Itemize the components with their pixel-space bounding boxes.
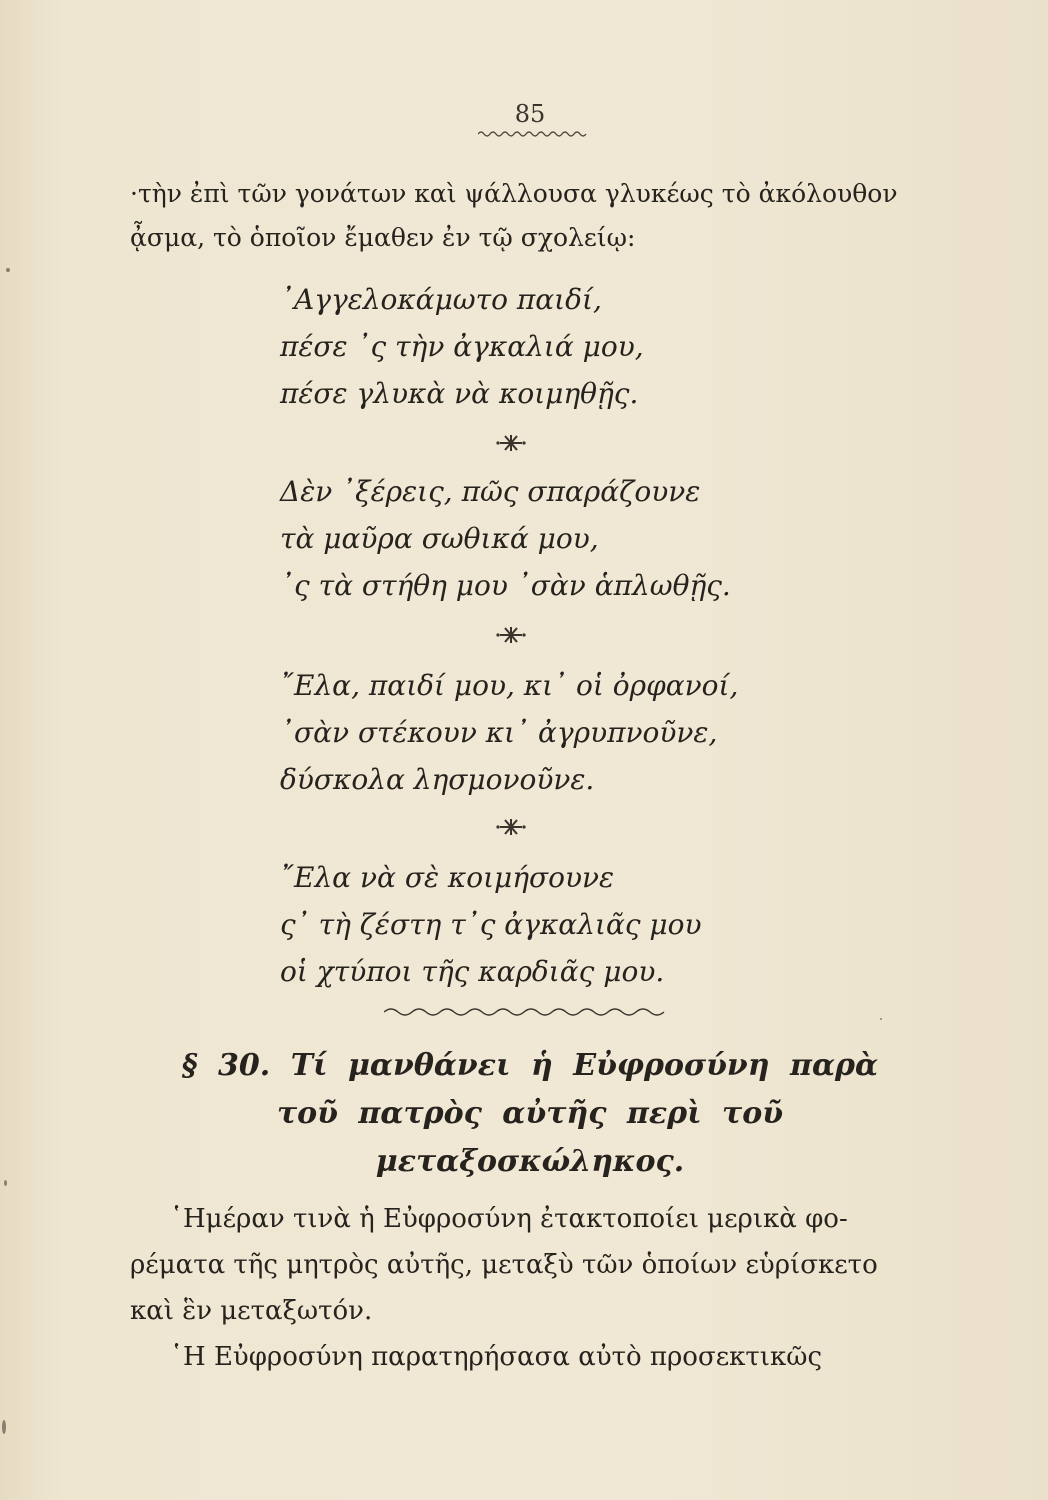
paper-speck [2, 1420, 6, 1434]
verse-line: Δὲν ᾽ξέρεις, πῶς σπαράζουνε [280, 475, 701, 508]
verse-line: ᾿Αγγελοκάμωτο παιδί, [280, 283, 602, 316]
verse-line: πέσε ᾽ς τὴν ἀγκαλιά μου, [280, 330, 644, 363]
intro-line: ·τὴν ἐπὶ τῶν γονάτων καὶ ψάλλουσα γλυκέως τὸ ἀκόλουθον [130, 179, 898, 208]
intro-paragraph [130, 172, 930, 260]
section-heading [150, 1042, 910, 1186]
verse-line: ᾽σὰν στέκουν κι᾽ ἀγρυπνοῦνε, [280, 716, 718, 749]
verse-line: ς᾽ τὴ ζέστη τ᾽ς ἀγκαλιᾶς μου [280, 908, 702, 941]
ornament-divider [496, 816, 526, 838]
intro-line: ᾆσμα, τὸ ὁποῖον ἔμαθεν ἐν τῷ σχολείῳ: [130, 223, 636, 252]
heading-line: μεταξοσκώληκος. [375, 1144, 685, 1179]
paragraph-line: ῾Ημέραν τινὰ ἡ Εὐφροσύνη ἐτακτοποίει μερικὰ φο- [170, 1204, 848, 1234]
verse-line: πέσε γλυκὰ νὰ κοιμηθῇς. [280, 377, 639, 410]
paragraph-1 [130, 1196, 920, 1334]
paragraph-line: ῾Η Εὐφροσύνη παρατηρήσασα αὐτὸ προσεκτικῶς [170, 1342, 823, 1372]
paper-speck [4, 1180, 7, 1186]
verse-line: τὰ μαῦρα σωθικά μου, [280, 522, 599, 555]
paragraph-2 [130, 1334, 920, 1380]
paragraph-line: ρέματα τῆς μητρὸς αὐτῆς, μεταξὺ τῶν ὁποίων εὑρίσκετο [130, 1250, 878, 1280]
stanza-4 [280, 854, 800, 995]
verse-line: ῎Ελα, παιδί μου, κι᾽ οἱ ὀρφανοί, [280, 669, 739, 702]
paper-speck [880, 1018, 882, 1020]
stanza-3 [280, 662, 800, 803]
ornament-divider [496, 432, 526, 454]
paragraph-line: καὶ ἓν μεταξωτόν. [130, 1296, 373, 1326]
page-number-underline [478, 130, 588, 138]
ornament-divider [496, 624, 526, 646]
section-separator-wave [384, 1006, 666, 1018]
verse-line: ᾽ς τὰ στήθη μου ᾽σὰν ἁπλωθῇς. [280, 569, 731, 602]
stanza-1 [280, 276, 800, 417]
stanza-2 [280, 468, 800, 609]
verse-line: δύσκολα λησμονοῦνε. [280, 763, 595, 796]
paper-speck [6, 268, 10, 272]
page-number: 85 [514, 100, 546, 128]
heading-line: τοῦ πατρὸς αὐτῆς περὶ τοῦ [276, 1096, 784, 1131]
verse-line: ῎Ελα νὰ σὲ κοιμήσουνε [280, 861, 615, 894]
verse-line: οἱ χτύποι τῆς καρδιᾶς μου. [280, 955, 665, 988]
heading-line: § 30. Τί μανθάνει ἡ Εὐφροσύνη παρὰ [181, 1048, 879, 1083]
